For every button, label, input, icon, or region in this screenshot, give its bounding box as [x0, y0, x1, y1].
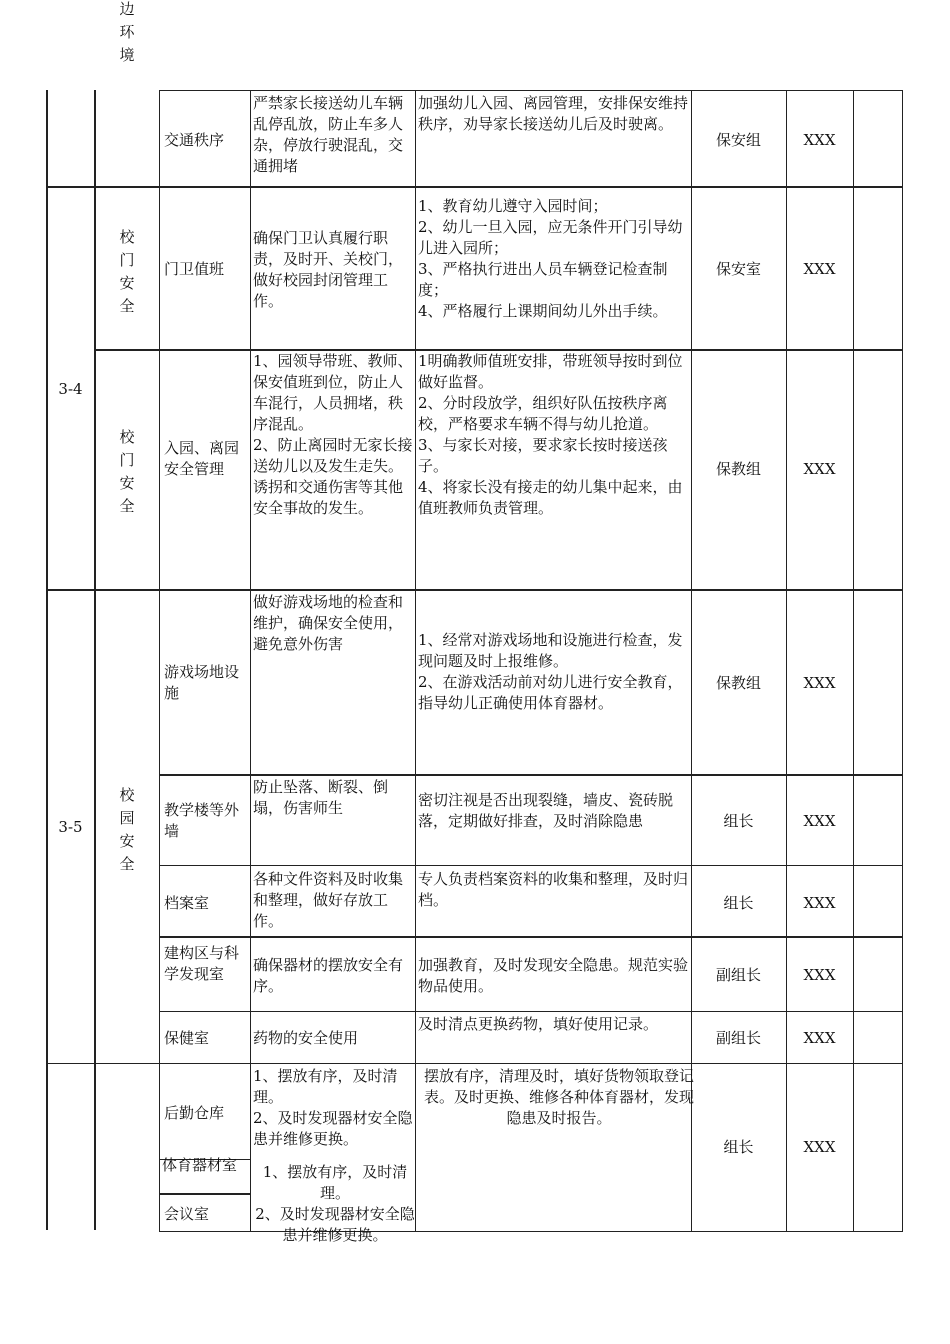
dept-building: 组长 — [723, 812, 754, 830]
measure-clinic: 及时清点更换药物，填好使用记录。 — [418, 1015, 659, 1033]
measure-building: 密切注视是否出现裂缝，墙皮、瓷砖脱落，定期做好排查，及时消除隐患 — [418, 791, 674, 830]
char: 全 — [119, 497, 135, 515]
item-traffic: 交通秩序 — [164, 131, 225, 149]
requirement-traffic: 严禁家长接送幼儿车辆乱停乱放，防止车多人杂，停放行驶混乱，交通拥堵 — [253, 94, 404, 175]
requirement-building: 防止坠落、断裂、倒塌，伤害师生 — [253, 778, 389, 817]
measure-archive: 专人负责档案资料的收集和整理，及时归档。 — [418, 870, 689, 909]
requirement-playground: 做好游戏场地的检查和维护，确保安全使用，避免意外伤害 — [253, 593, 404, 653]
requirement-science: 确保器材的摆放安全有序。 — [253, 956, 404, 995]
dept-traffic: 保安组 — [715, 131, 761, 149]
item-meeting-room: 会议室 — [164, 1205, 210, 1223]
dept-archive: 组长 — [723, 894, 754, 912]
char: 校 — [119, 786, 135, 804]
char: 校 — [119, 228, 135, 246]
category-gate-duty — [117, 226, 137, 318]
person-gate-duty: XXX — [803, 260, 836, 278]
measure-storage: 摆放有序，清理及时，填好货物领取登记表。及时更换、维修各种体育器材，发现隐患及时报告。 — [423, 1067, 694, 1127]
measure-entry-exit: 1明确教师值班安排，带班领导按时到位做好监督。 2、分时段放学，组织好队伍按秩序离校，严格要求车辆不得与幼儿抢道。 3、与家长对接，要求家长按时接送孩子。 4、将家长没有接走的幼儿集中起来，由值班教师负责管理。 — [418, 352, 683, 517]
requirement-clinic: 药物的安全使用 — [253, 1029, 359, 1047]
char: 境 — [119, 46, 135, 64]
char: 全 — [119, 297, 135, 315]
item-archive: 档案室 — [164, 894, 210, 912]
item-clinic: 保健室 — [164, 1029, 210, 1047]
requirement-archive: 各种文件资料及时收集和整理，做好存放工作。 — [253, 870, 404, 930]
dept-entry-exit: 保教组 — [715, 460, 761, 478]
item-playground: 游戏场地设施 — [164, 663, 240, 702]
measure-playground: 1、经常对游戏场地和设施进行检查，发现问题及时上报维修。 2、在游戏活动前对幼儿进行安全教育，指导幼儿正确使用体育器材。 — [418, 631, 683, 712]
char: 全 — [119, 855, 135, 873]
person-archive: XXX — [803, 894, 836, 912]
dept-clinic: 副组长 — [715, 1029, 761, 1047]
person-traffic: XXX — [803, 131, 836, 149]
person-entry-exit: XXX — [803, 460, 836, 478]
code-3-4: 3-4 — [58, 380, 83, 398]
measure-science: 加强教育，及时发现安全隐患。规范实验物品使用。 — [418, 956, 689, 995]
top-category-fragment — [117, 0, 137, 67]
char: 边 — [119, 0, 135, 18]
category-campus — [117, 784, 137, 876]
item-building: 教学楼等外墙 — [164, 801, 240, 840]
requirement-storage: 1、摆放有序，及时清理。 2、及时发现器材安全隐患并维修更换。 — [253, 1067, 413, 1148]
char: 门 — [119, 451, 135, 469]
item-gate-duty: 门卫值班 — [164, 260, 225, 278]
char: 校 — [119, 428, 135, 446]
code-3-5: 3-5 — [58, 818, 83, 836]
dept-storage: 组长 — [723, 1138, 754, 1156]
measure-gate-duty: 1、教育幼儿遵守入园时间； 2、幼儿一旦入园，应无条件开门引导幼儿进入园所； 3、严格执行进出人员车辆登记检查制度； 4、严格履行上课期间幼儿外出手续。 — [418, 197, 683, 320]
item-storage: 后勤仓库 — [164, 1104, 225, 1122]
requirement-gate-duty: 确保门卫认真履行职责，及时开、关校门，做好校园封闭管理工作。 — [253, 229, 404, 310]
char: 环 — [119, 23, 135, 41]
char: 门 — [119, 251, 135, 269]
person-building: XXX — [803, 812, 836, 830]
char: 园 — [119, 809, 135, 827]
dept-playground: 保教组 — [715, 674, 761, 692]
person-playground: XXX — [803, 674, 836, 692]
dept-science: 副组长 — [715, 966, 761, 984]
char: 安 — [119, 832, 135, 850]
item-science: 建构区与科学发现室 — [164, 944, 240, 983]
requirement-sports-room: 1、摆放有序，及时清理。 2、及时发现器材安全隐患并维修更换。 — [255, 1163, 415, 1244]
item-entry-exit: 入园、离园安全管理 — [164, 439, 240, 478]
requirement-entry-exit: 1、园领导带班、教师、保安值班到位，防止人车混行，人员拥堵，秩序混乱。 2、防止离园时无家长接送幼儿以及发生走失。诱拐和交通伤害等其他安全事故的发生。 — [253, 352, 413, 517]
person-science: XXX — [803, 966, 836, 984]
person-clinic: XXX — [803, 1029, 836, 1047]
measure-traffic: 加强幼儿入园、离园管理，安排保安维持秩序，劝导家长接送幼儿后及时驶离。 — [418, 94, 689, 133]
category-entry-exit — [117, 426, 137, 518]
dept-gate-duty: 保安室 — [715, 260, 761, 278]
person-storage: XXX — [803, 1138, 836, 1156]
char: 安 — [119, 274, 135, 292]
item-sports-room: 体育器材室 — [162, 1156, 238, 1174]
char: 安 — [119, 474, 135, 492]
